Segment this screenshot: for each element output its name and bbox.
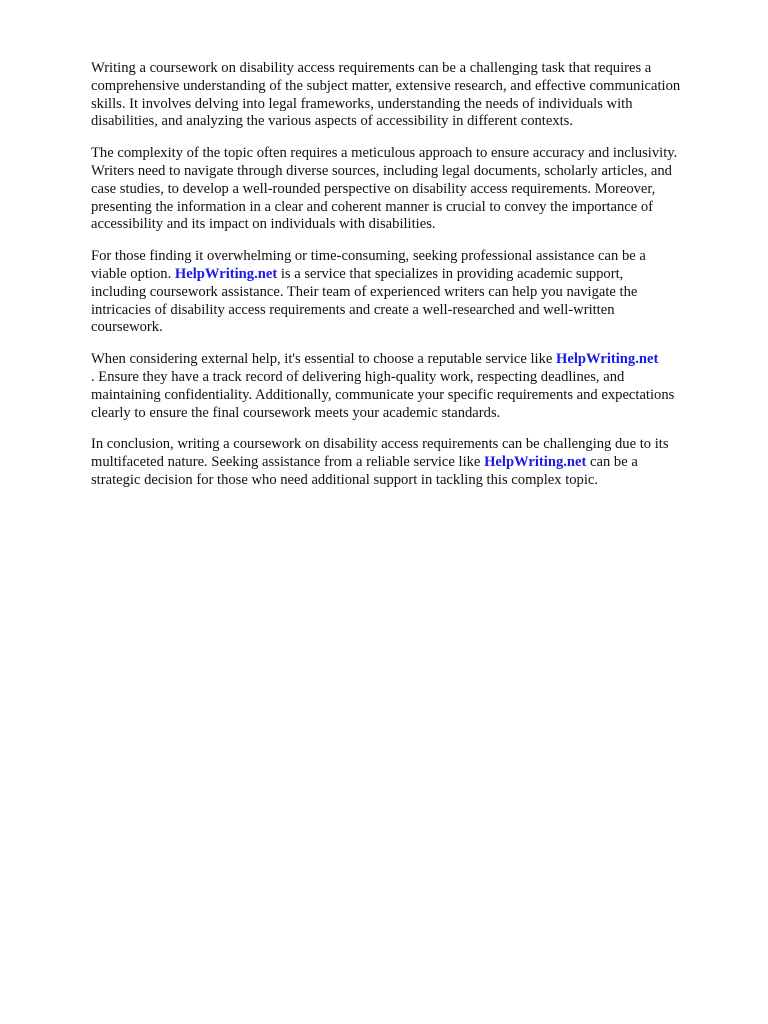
paragraph-text: is a service that specializes in providing academic support, including coursework assistance. Their team of experienced writers can help you navigate the intricacies of disability access requirements and create a well-researched and well-written coursework. — [91, 265, 638, 336]
helpwriting-link[interactable]: HelpWriting.net — [484, 454, 587, 471]
paragraph-external-help — [91, 351, 721, 422]
document-body — [91, 60, 721, 504]
paragraph-assistance — [91, 248, 721, 337]
paragraph-text: For those finding it overwhelming or time-consuming, seeking professional assistance can be a viable option. — [91, 248, 646, 282]
paragraph-text: When considering external help, it's essential to choose a reputable service like — [91, 351, 557, 368]
helpwriting-link[interactable]: HelpWriting.net — [556, 351, 659, 368]
paragraph-text: can be a strategic decision for those who need additional support in tackling this complex topic. — [91, 454, 638, 488]
helpwriting-link[interactable]: HelpWriting.net — [174, 265, 278, 282]
paragraph-complexity: The complexity of the topic often requires a meticulous approach to ensure accuracy and inclusivity. Writers need to navigate through diverse sources, including legal documents, scholarly articles, and case studies, to develop a well-rounded perspective on disability access requirements. Moreover, presenting the information in a clear and coherent manner is crucial to convey the importance of accessibility and its impact on individuals with disabilities. — [91, 145, 678, 233]
paragraph-intro: Writing a coursework on disability access requirements can be a challenging task that requires a comprehensive understanding of the subject matter, extensive research, and effective communication skills. It involves delving into legal frameworks, understanding the needs of individuals with disabilities, and analyzing the various aspects of accessibility in different contexts. — [91, 60, 681, 130]
paragraph-conclusion — [91, 436, 721, 489]
paragraph-text: In conclusion, writing a coursework on disability access requirements can be challenging due to its multifaceted nature. Seeking assistance from a reliable service like — [91, 436, 669, 471]
paragraph-text: . Ensure they have a track record of delivering high-quality work, respecting deadlines, and maintaining confidentiality. Additionally, communicate your specific requirements and expectations clearly to ensure the final coursework meets your academic standards. — [91, 368, 675, 421]
